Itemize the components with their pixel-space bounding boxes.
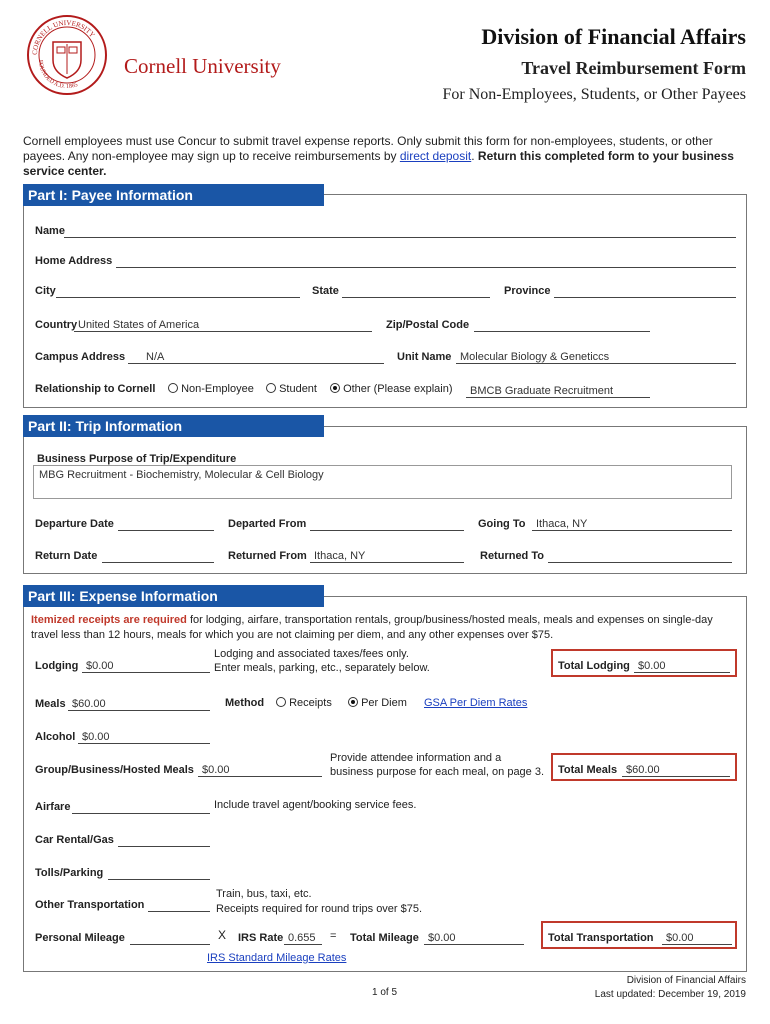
other-explain-field[interactable]: BMCB Graduate Recruitment [466, 384, 650, 398]
total-mileage-label: Total Mileage [350, 932, 419, 944]
campus-address-label: Campus Address [35, 351, 126, 363]
radio-other-label: Other (Please explain) [343, 383, 453, 395]
direct-deposit-link[interactable]: direct deposit [399, 149, 472, 163]
radio-student-label: Student [279, 383, 317, 395]
intro-text-2: . [471, 149, 478, 163]
name-label: Name [35, 225, 65, 237]
radio-student-circle[interactable] [266, 383, 276, 393]
svg-text:CORNELL UNIVERSITY: CORNELL UNIVERSITY [30, 18, 97, 56]
radio-receipts[interactable] [276, 696, 332, 710]
total-lodging-field[interactable]: $0.00 [634, 659, 730, 673]
meals-label: Meals [35, 698, 66, 710]
radio-receipts-circle[interactable] [276, 697, 286, 707]
svg-text:FOUNDED A.D. 1865: FOUNDED A.D. 1865 [36, 59, 79, 91]
footer-division: Division of Financial Affairs [626, 975, 746, 986]
cornell-seal [26, 14, 108, 96]
going-to-label: Going To [478, 518, 526, 530]
receipts-note [31, 613, 741, 643]
total-meals-label: Total Meals [558, 764, 618, 776]
gsa-per-diem-link[interactable]: GSA Per Diem Rates [424, 697, 528, 709]
other-trans-note-1: Train, bus, taxi, etc. [216, 888, 312, 900]
purpose-label: Business Purpose of Trip/Expenditure [37, 453, 237, 465]
intro-bold: Return this completed form to your business service center. [23, 149, 734, 178]
radio-other-circle[interactable] [330, 383, 340, 393]
radio-per-diem[interactable] [348, 696, 407, 710]
departed-from-field[interactable] [310, 517, 464, 531]
radio-receipts-label: Receipts [289, 697, 332, 709]
intro-text [23, 134, 747, 179]
tolls-label: Tolls/Parking [35, 867, 104, 879]
home-address-field[interactable] [116, 254, 736, 268]
airfare-label: Airfare [35, 801, 71, 813]
group-meals-label: Group/Business/Hosted Meals [35, 764, 194, 776]
part3-header: Part III: Expense Information [23, 585, 324, 607]
meals-field[interactable]: $60.00 [68, 697, 210, 711]
total-mileage-field[interactable]: $0.00 [424, 931, 524, 945]
name-field[interactable] [64, 224, 736, 238]
total-lodging-label: Total Lodging [558, 660, 630, 672]
receipts-text: for lodging, airfare, transportation rentals, group/business/hosted meals, meals and expenses on single-day travel less than 12 hours, meals for which you are not claiming per diem, and any other expenses over $75. [31, 614, 713, 641]
radio-student[interactable] [266, 382, 317, 396]
tolls-field[interactable] [108, 866, 210, 880]
method-label: Method [225, 697, 265, 709]
part1-header: Part I: Payee Information [23, 184, 324, 206]
returned-from-field[interactable]: Ithaca, NY [310, 549, 464, 563]
departure-date-label: Departure Date [35, 518, 114, 530]
relationship-label: Relationship to Cornell [35, 383, 156, 395]
personal-mileage-label: Personal Mileage [35, 932, 125, 944]
part2-header: Part II: Trip Information [23, 415, 324, 437]
country-label: Country [35, 319, 78, 331]
irs-rate-label: IRS Rate [238, 932, 284, 944]
car-rental-field[interactable] [118, 833, 210, 847]
return-date-label: Return Date [35, 550, 98, 562]
province-field[interactable] [554, 284, 736, 298]
returned-to-label: Returned To [480, 550, 544, 562]
returned-from-label: Returned From [228, 550, 307, 562]
personal-mileage-field[interactable] [130, 931, 210, 945]
total-meals-field[interactable]: $60.00 [622, 763, 730, 777]
radio-non-employee-label: Non-Employee [181, 383, 254, 395]
state-label: State [312, 285, 339, 297]
group-note-2: business purpose for each meal, on page 3. [330, 766, 545, 778]
city-field[interactable] [56, 284, 300, 298]
radio-per-diem-label: Per Diem [361, 697, 407, 709]
radio-non-employee-circle[interactable] [168, 383, 178, 393]
alcohol-field[interactable]: $0.00 [78, 730, 210, 744]
city-label: City [35, 285, 56, 297]
purpose-field[interactable]: MBG Recruitment - Biochemistry, Molecular & Cell Biology [33, 465, 732, 499]
zip-label: Zip/Postal Code [386, 319, 470, 331]
lodging-note-2: Enter meals, parking, etc., separately below. [214, 662, 430, 674]
other-trans-note-2: Receipts required for round trips over $75. [216, 903, 423, 915]
unit-name-label: Unit Name [397, 351, 452, 363]
zip-field[interactable] [474, 318, 650, 332]
alcohol-label: Alcohol [35, 731, 76, 743]
irs-mileage-link[interactable]: IRS Standard Mileage Rates [207, 952, 347, 964]
radio-other[interactable] [330, 382, 453, 396]
form-subtitle: For Non-Employees, Students, or Other Payees [442, 86, 746, 103]
irs-rate-field[interactable]: 0.655 [284, 931, 322, 945]
departed-from-label: Departed From [228, 518, 307, 530]
return-date-field[interactable] [102, 549, 214, 563]
lodging-field[interactable]: $0.00 [82, 659, 210, 673]
group-meals-field[interactable]: $0.00 [198, 763, 322, 777]
campus-address-field[interactable]: N/A [128, 350, 384, 364]
other-transportation-field[interactable] [148, 898, 210, 912]
form-title: Travel Reimbursement Form [521, 58, 746, 78]
country-field[interactable]: United States of America [74, 318, 372, 332]
departure-date-field[interactable] [118, 517, 214, 531]
airfare-field[interactable] [72, 800, 210, 814]
group-note-1: Provide attendee information and a [330, 752, 502, 764]
radio-per-diem-circle[interactable] [348, 697, 358, 707]
other-transportation-label: Other Transportation [35, 899, 145, 911]
equals-sign: = [330, 930, 337, 942]
going-to-field[interactable]: Ithaca, NY [532, 517, 732, 531]
division-title: Division of Financial Affairs [481, 24, 746, 49]
total-transportation-field[interactable]: $0.00 [662, 931, 732, 945]
intro-text-1: Cornell employees must use Concur to submit travel expense reports. Only submit this form for non-employees, students, or other payees. Any non-employee may sign up to receive reimbursements by [23, 134, 713, 163]
home-address-label: Home Address [35, 255, 113, 267]
unit-name-field[interactable]: Molecular Biology & Geneticcs [456, 350, 736, 364]
radio-non-employee[interactable] [168, 382, 254, 396]
province-label: Province [504, 285, 551, 297]
lodging-note-1: Lodging and associated taxes/fees only. [214, 648, 409, 660]
total-transportation-label: Total Transportation [548, 932, 654, 944]
returned-to-field[interactable] [548, 549, 732, 563]
lodging-label: Lodging [35, 660, 79, 672]
org-name: Cornell University [124, 54, 281, 78]
page-number: 1 of 5 [372, 987, 398, 998]
airfare-note: Include travel agent/booking service fees. [214, 799, 417, 811]
car-rental-label: Car Rental/Gas [35, 834, 114, 846]
receipts-required: Itemized receipts are required [31, 614, 187, 626]
times-sign: X [218, 928, 227, 942]
state-field[interactable] [342, 284, 490, 298]
footer-updated: Last updated: December 19, 2019 [594, 989, 746, 1000]
